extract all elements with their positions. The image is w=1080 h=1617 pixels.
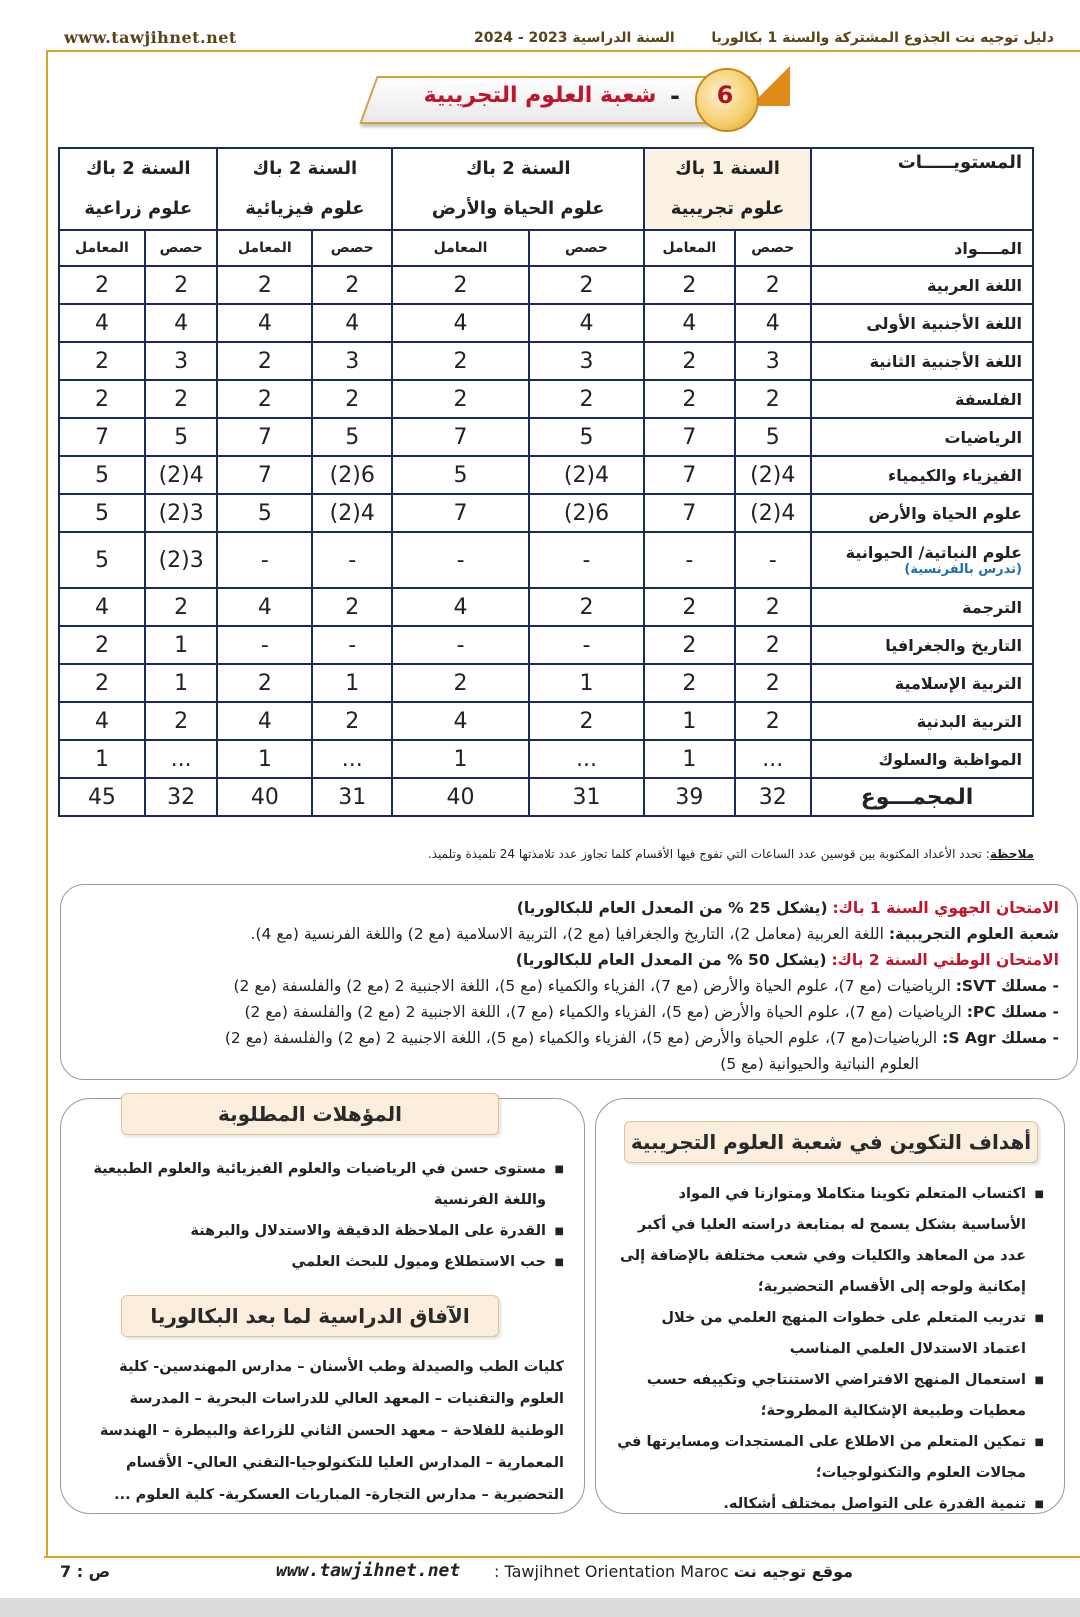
subject-cell: التاريخ والجغرافيا xyxy=(811,626,1033,664)
value-cell: 4(2) xyxy=(145,456,218,494)
value-cell: 2 xyxy=(735,588,811,626)
value-cell: 2 xyxy=(312,266,392,304)
national-exam-line: الامتحان الوطني السنة 2 باك: (يشكل 50 % من المعدل العام للبكالوريا) xyxy=(515,951,1059,969)
page-header xyxy=(44,26,1064,52)
value-cell: - xyxy=(392,532,528,588)
value-cell: 1 xyxy=(59,740,145,778)
table-row xyxy=(59,266,1033,304)
page-footer xyxy=(44,1560,1064,1588)
value-cell: 3 xyxy=(735,342,811,380)
section-title: شعبة العلوم التجريبية xyxy=(423,83,657,108)
value-cell: 2 xyxy=(59,266,145,304)
value-cell: - xyxy=(529,532,644,588)
value-cell: 1 xyxy=(145,626,218,664)
level-header: السنة 2 باك علوم زراعية xyxy=(59,148,217,230)
section-number: 6 xyxy=(716,81,734,109)
value-cell: 5 xyxy=(59,532,145,588)
value-cell: 5 xyxy=(145,418,218,456)
exams-box xyxy=(60,884,1078,1080)
value-cell: 2 xyxy=(529,702,644,740)
value-cell: - xyxy=(217,532,312,588)
subject-cell: الترجمة xyxy=(811,588,1033,626)
subject-cell: التربية الإسلامية xyxy=(811,664,1033,702)
table-row xyxy=(59,304,1033,342)
qualifications-list xyxy=(89,1154,564,1278)
value-cell: 2 xyxy=(312,380,392,418)
horizons-title: الآفاق الدراسية لما بعد البكالوريا xyxy=(121,1295,499,1337)
value-cell: 2 xyxy=(735,626,811,664)
subject-cell: الرياضيات xyxy=(811,418,1033,456)
total-cell: 45 xyxy=(59,778,145,816)
footer-website[interactable]: www.tawjihnet.net xyxy=(276,1560,461,1581)
value-cell: - xyxy=(392,626,528,664)
value-cell: 2 xyxy=(59,380,145,418)
subject-cell: علوم الحياة والأرض xyxy=(811,494,1033,532)
sagr-line: - مسلك S Agr: الرياضيات(مع 7)، علوم الحياة والأرض (مع 5)، الفزياء والكمياء (مع 5)، اللغة الاجنبية 2 (مع 2) والفلسفة (مع 2) xyxy=(224,1029,1059,1047)
value-cell: 4 xyxy=(392,304,528,342)
value-cell: 2 xyxy=(217,380,312,418)
value-cell: 2 xyxy=(145,380,218,418)
value-cell: 5 xyxy=(217,494,312,532)
total-cell: 39 xyxy=(644,778,734,816)
bottom-strip xyxy=(0,1598,1080,1617)
subject-cell: اللغة الأجنبية الأولى xyxy=(811,304,1033,342)
value-cell: 5 xyxy=(59,456,145,494)
value-cell: 2 xyxy=(59,664,145,702)
value-cell: 7 xyxy=(217,456,312,494)
value-cell: 2 xyxy=(312,588,392,626)
value-cell: 4 xyxy=(735,304,811,342)
table-row xyxy=(59,494,1033,532)
subheader-coef: المعامل xyxy=(217,230,312,266)
value-cell: 2 xyxy=(644,664,734,702)
subjects-table xyxy=(58,147,1034,817)
total-cell: 32 xyxy=(735,778,811,816)
value-cell: 1 xyxy=(392,740,528,778)
level-header: السنة 2 باك علوم فيزيائية xyxy=(217,148,392,230)
value-cell: 5 xyxy=(312,418,392,456)
value-cell: 5 xyxy=(59,494,145,532)
section-title-banner xyxy=(350,66,800,132)
value-cell: ... xyxy=(735,740,811,778)
value-cell: - xyxy=(644,532,734,588)
list-item: ■ حب الاستطلاع وميول للبحث العلمي xyxy=(89,1247,564,1278)
value-cell: 4 xyxy=(59,304,145,342)
value-cell: 4(2) xyxy=(735,456,811,494)
header-website[interactable]: www.tawjihnet.net xyxy=(64,28,237,47)
value-cell: 2 xyxy=(145,266,218,304)
table-row xyxy=(59,342,1033,380)
table-note: ملاحظة: تحدد الأعداد المكتوبة بين قوسين عدد الساعات التي تفوج فيها الأقسام كلما تجاوز عدد تلامذتها 24 تلميذة وتلميذ. xyxy=(427,847,1034,861)
table-row xyxy=(59,418,1033,456)
value-cell: 2 xyxy=(644,380,734,418)
table-row xyxy=(59,588,1033,626)
value-cell: 7 xyxy=(392,494,528,532)
qualifications-title: المؤهلات المطلوبة xyxy=(121,1093,499,1135)
goals-title: أهداف التكوين في شعبة العلوم التجريبية xyxy=(624,1121,1038,1163)
value-cell: - xyxy=(529,626,644,664)
table-row xyxy=(59,626,1033,664)
table-body xyxy=(59,266,1033,816)
total-cell: 40 xyxy=(392,778,528,816)
subheader-hours: حصص xyxy=(735,230,811,266)
value-cell: 4 xyxy=(217,304,312,342)
regional-exam-line: الامتحان الجهوي السنة 1 باك: (يشكل 25 % من المعدل العام للبكالوريا) xyxy=(516,899,1059,917)
value-cell: 7 xyxy=(217,418,312,456)
value-cell: 4 xyxy=(59,588,145,626)
value-cell: 7 xyxy=(644,418,734,456)
value-cell: 2 xyxy=(145,702,218,740)
svt-line: - مسلك SVT: الرياضيات (مع 7)، علوم الحياة والأرض (مع 7)، الفزياء والكمياء (مع 5)، اللغة الاجنبية 2 (مع 2) والفلسفة (مع 2) xyxy=(233,977,1059,995)
value-cell: 2 xyxy=(735,266,811,304)
total-cell: 40 xyxy=(217,778,312,816)
value-cell: - xyxy=(312,626,392,664)
pc-line: - مسلك PC: الرياضيات (مع 7)، علوم الحياة والأرض (مع 5)، الفزياء والكمياء (مع 7)، اللغة الاجنبية 2 (مع 2) والفلسفة (مع 2) xyxy=(244,1003,1059,1021)
value-cell: 5 xyxy=(529,418,644,456)
list-item: ■ مستوى حسن في الرياضيات والعلوم الفيزيائية والعلوم الطبيعية واللغة الفرنسية xyxy=(89,1154,564,1216)
value-cell: 5 xyxy=(735,418,811,456)
total-label: المجمـــوع xyxy=(811,778,1033,816)
table-row xyxy=(59,664,1033,702)
total-row xyxy=(59,778,1033,816)
value-cell: 2 xyxy=(392,664,528,702)
list-item: ■ اكتساب المتعلم تكوينا متكاملا ومتوازنا في المواد الأساسية بشكل يسمح له بمتابعة دراسته العليا في أكبر عدد من المعاهد والكليات وفي شعب مختلفة بالإضافة إلى إمكانية ولوجه إلى الأقسام التحضيرية؛ xyxy=(616,1179,1044,1303)
subheader-coef: المعامل xyxy=(644,230,734,266)
level-header: السنة 1 باك علوم تجريبية xyxy=(644,148,811,230)
value-cell: ... xyxy=(145,740,218,778)
value-cell: 1 xyxy=(644,702,734,740)
table-row xyxy=(59,702,1033,740)
value-cell: - xyxy=(312,532,392,588)
value-cell: 7 xyxy=(644,456,734,494)
table-row xyxy=(59,456,1033,494)
subject-cell: المواظبة والسلوك xyxy=(811,740,1033,778)
header-school-year: السنة الدراسية 2023 - 2024 xyxy=(474,30,675,46)
value-cell: 2 xyxy=(529,266,644,304)
value-cell: 2 xyxy=(392,380,528,418)
value-cell: 7 xyxy=(392,418,528,456)
value-cell: 2 xyxy=(312,702,392,740)
footer-site-label: موقع توجيه نت : Tawjihnet Orientation Maroc xyxy=(494,1562,854,1581)
value-cell: 2 xyxy=(529,588,644,626)
value-cell: 2 xyxy=(644,626,734,664)
value-cell: 4(2) xyxy=(529,456,644,494)
value-cell: 4(2) xyxy=(735,494,811,532)
value-cell: 2 xyxy=(217,266,312,304)
section-dash: - xyxy=(670,82,680,110)
subject-cell: اللغة العربية xyxy=(811,266,1033,304)
subheader-hours: حصص xyxy=(529,230,644,266)
value-cell: 2 xyxy=(529,380,644,418)
value-cell: - xyxy=(735,532,811,588)
value-cell: 3(2) xyxy=(145,532,218,588)
value-cell: ... xyxy=(312,740,392,778)
value-cell: 6(2) xyxy=(312,456,392,494)
table-row xyxy=(59,532,1033,588)
subheader-coef: المعامل xyxy=(392,230,528,266)
subject-cell: التربية البدنية xyxy=(811,702,1033,740)
total-cell: 31 xyxy=(312,778,392,816)
sagr-line-2: العلوم النباتية والحيوانية (مع 5) xyxy=(720,1055,919,1073)
list-item: ■ تنمية القدرة على التواصل بمختلف أشكاله. xyxy=(616,1489,1044,1520)
value-cell: 5 xyxy=(392,456,528,494)
corner-levels: المستويـــــات xyxy=(811,148,1033,230)
value-cell: 4 xyxy=(392,702,528,740)
value-cell: 2 xyxy=(217,342,312,380)
value-cell: 4 xyxy=(529,304,644,342)
value-cell: 4(2) xyxy=(312,494,392,532)
value-cell: 4 xyxy=(217,702,312,740)
value-cell: 4 xyxy=(217,588,312,626)
value-cell: 2 xyxy=(644,588,734,626)
goals-box xyxy=(595,1098,1065,1514)
value-cell: 2 xyxy=(644,342,734,380)
page-number: ص : 7 xyxy=(60,1562,111,1581)
value-cell: 2 xyxy=(735,702,811,740)
value-cell: 4 xyxy=(392,588,528,626)
horizons-text: كليات الطب والصيدلة وطب الأسنان – مدارس المهندسين- كلية العلوم والتقنيات – المعهد العالي للدراسات البحرية – المدرسة الوطنية للفلاحة – معهد الحسن الثاني للزراعة والبيطرة – الهندسة المعمارية – المدارس العليا للتكنولوجيا-التقني العالي- الأقسام التحضيرية – مدارس التجارة- المباريات العسكرية- كلية العلوم ... xyxy=(99,1359,564,1503)
value-cell: 1 xyxy=(644,740,734,778)
corner-subjects: المــــواد xyxy=(811,230,1033,266)
subject-cell: الفلسفة xyxy=(811,380,1033,418)
value-cell: 2 xyxy=(735,664,811,702)
value-cell: 4 xyxy=(644,304,734,342)
value-cell: 3(2) xyxy=(145,494,218,532)
subject-cell: اللغة الأجنبية الثانية xyxy=(811,342,1033,380)
value-cell: 2 xyxy=(735,380,811,418)
value-cell: 4 xyxy=(59,702,145,740)
value-cell: 6(2) xyxy=(529,494,644,532)
list-item: ■ القدرة على الملاحظة الدقيقة والاستدلال والبرهنة xyxy=(89,1216,564,1247)
value-cell: 1 xyxy=(312,664,392,702)
list-item: ■ تدريب المتعلم على خطوات المنهج العلمي من خلال اعتماد الاستدلال العلمي المناسب xyxy=(616,1303,1044,1365)
value-cell: ... xyxy=(529,740,644,778)
value-cell: 4 xyxy=(312,304,392,342)
value-cell: 2 xyxy=(59,626,145,664)
total-cell: 31 xyxy=(529,778,644,816)
value-cell: 3 xyxy=(529,342,644,380)
value-cell: 2 xyxy=(392,342,528,380)
table-row xyxy=(59,380,1033,418)
value-cell: 2 xyxy=(644,266,734,304)
value-cell: 1 xyxy=(529,664,644,702)
value-cell: 1 xyxy=(217,740,312,778)
value-cell: 3 xyxy=(312,342,392,380)
table-row xyxy=(59,740,1033,778)
value-cell: 2 xyxy=(59,342,145,380)
value-cell: 7 xyxy=(59,418,145,456)
value-cell: 2 xyxy=(392,266,528,304)
list-item: ■ استعمال المنهج الافتراضي الاستنتاجي وتكييفه حسب معطيات وطبيعة الإشكالية المطروحة؛ xyxy=(616,1365,1044,1427)
goals-list xyxy=(616,1179,1044,1520)
subheader-coef: المعامل xyxy=(59,230,145,266)
qualifications-box xyxy=(60,1098,585,1514)
value-cell: - xyxy=(217,626,312,664)
subheader-hours: حصص xyxy=(312,230,392,266)
value-cell: 2 xyxy=(217,664,312,702)
value-cell: 2 xyxy=(145,588,218,626)
subject-cell: علوم النباتية/ الحيوانية (تدرس بالفرنسية) xyxy=(811,532,1033,588)
header-guide-title: دليل توجيه نت الجذوع المشتركة والسنة 1 بكالوريا xyxy=(711,30,1054,46)
subject-cell: الفيزياء والكيمياء xyxy=(811,456,1033,494)
footer-divider xyxy=(44,1556,1080,1558)
value-cell: 3 xyxy=(145,342,218,380)
level-header: السنة 2 باك علوم الحياة والأرض xyxy=(392,148,644,230)
subheader-hours: حصص xyxy=(145,230,218,266)
value-cell: 1 xyxy=(145,664,218,702)
value-cell: 7 xyxy=(644,494,734,532)
branch-exam-line: شعبة العلوم التجريبية: اللغة العربية (معامل 2)، التاريخ والجغرافيا (مع 2)، التربية الاسلامية (مع 2) واللغة الفرنسية (مع 4). xyxy=(250,925,1059,943)
value-cell: 4 xyxy=(145,304,218,342)
list-item: ■ تمكين المتعلم من الاطلاع على المستجدات ومسايرتها في مجالات العلوم والتكنولوجيات؛ xyxy=(616,1427,1044,1489)
total-cell: 32 xyxy=(145,778,218,816)
